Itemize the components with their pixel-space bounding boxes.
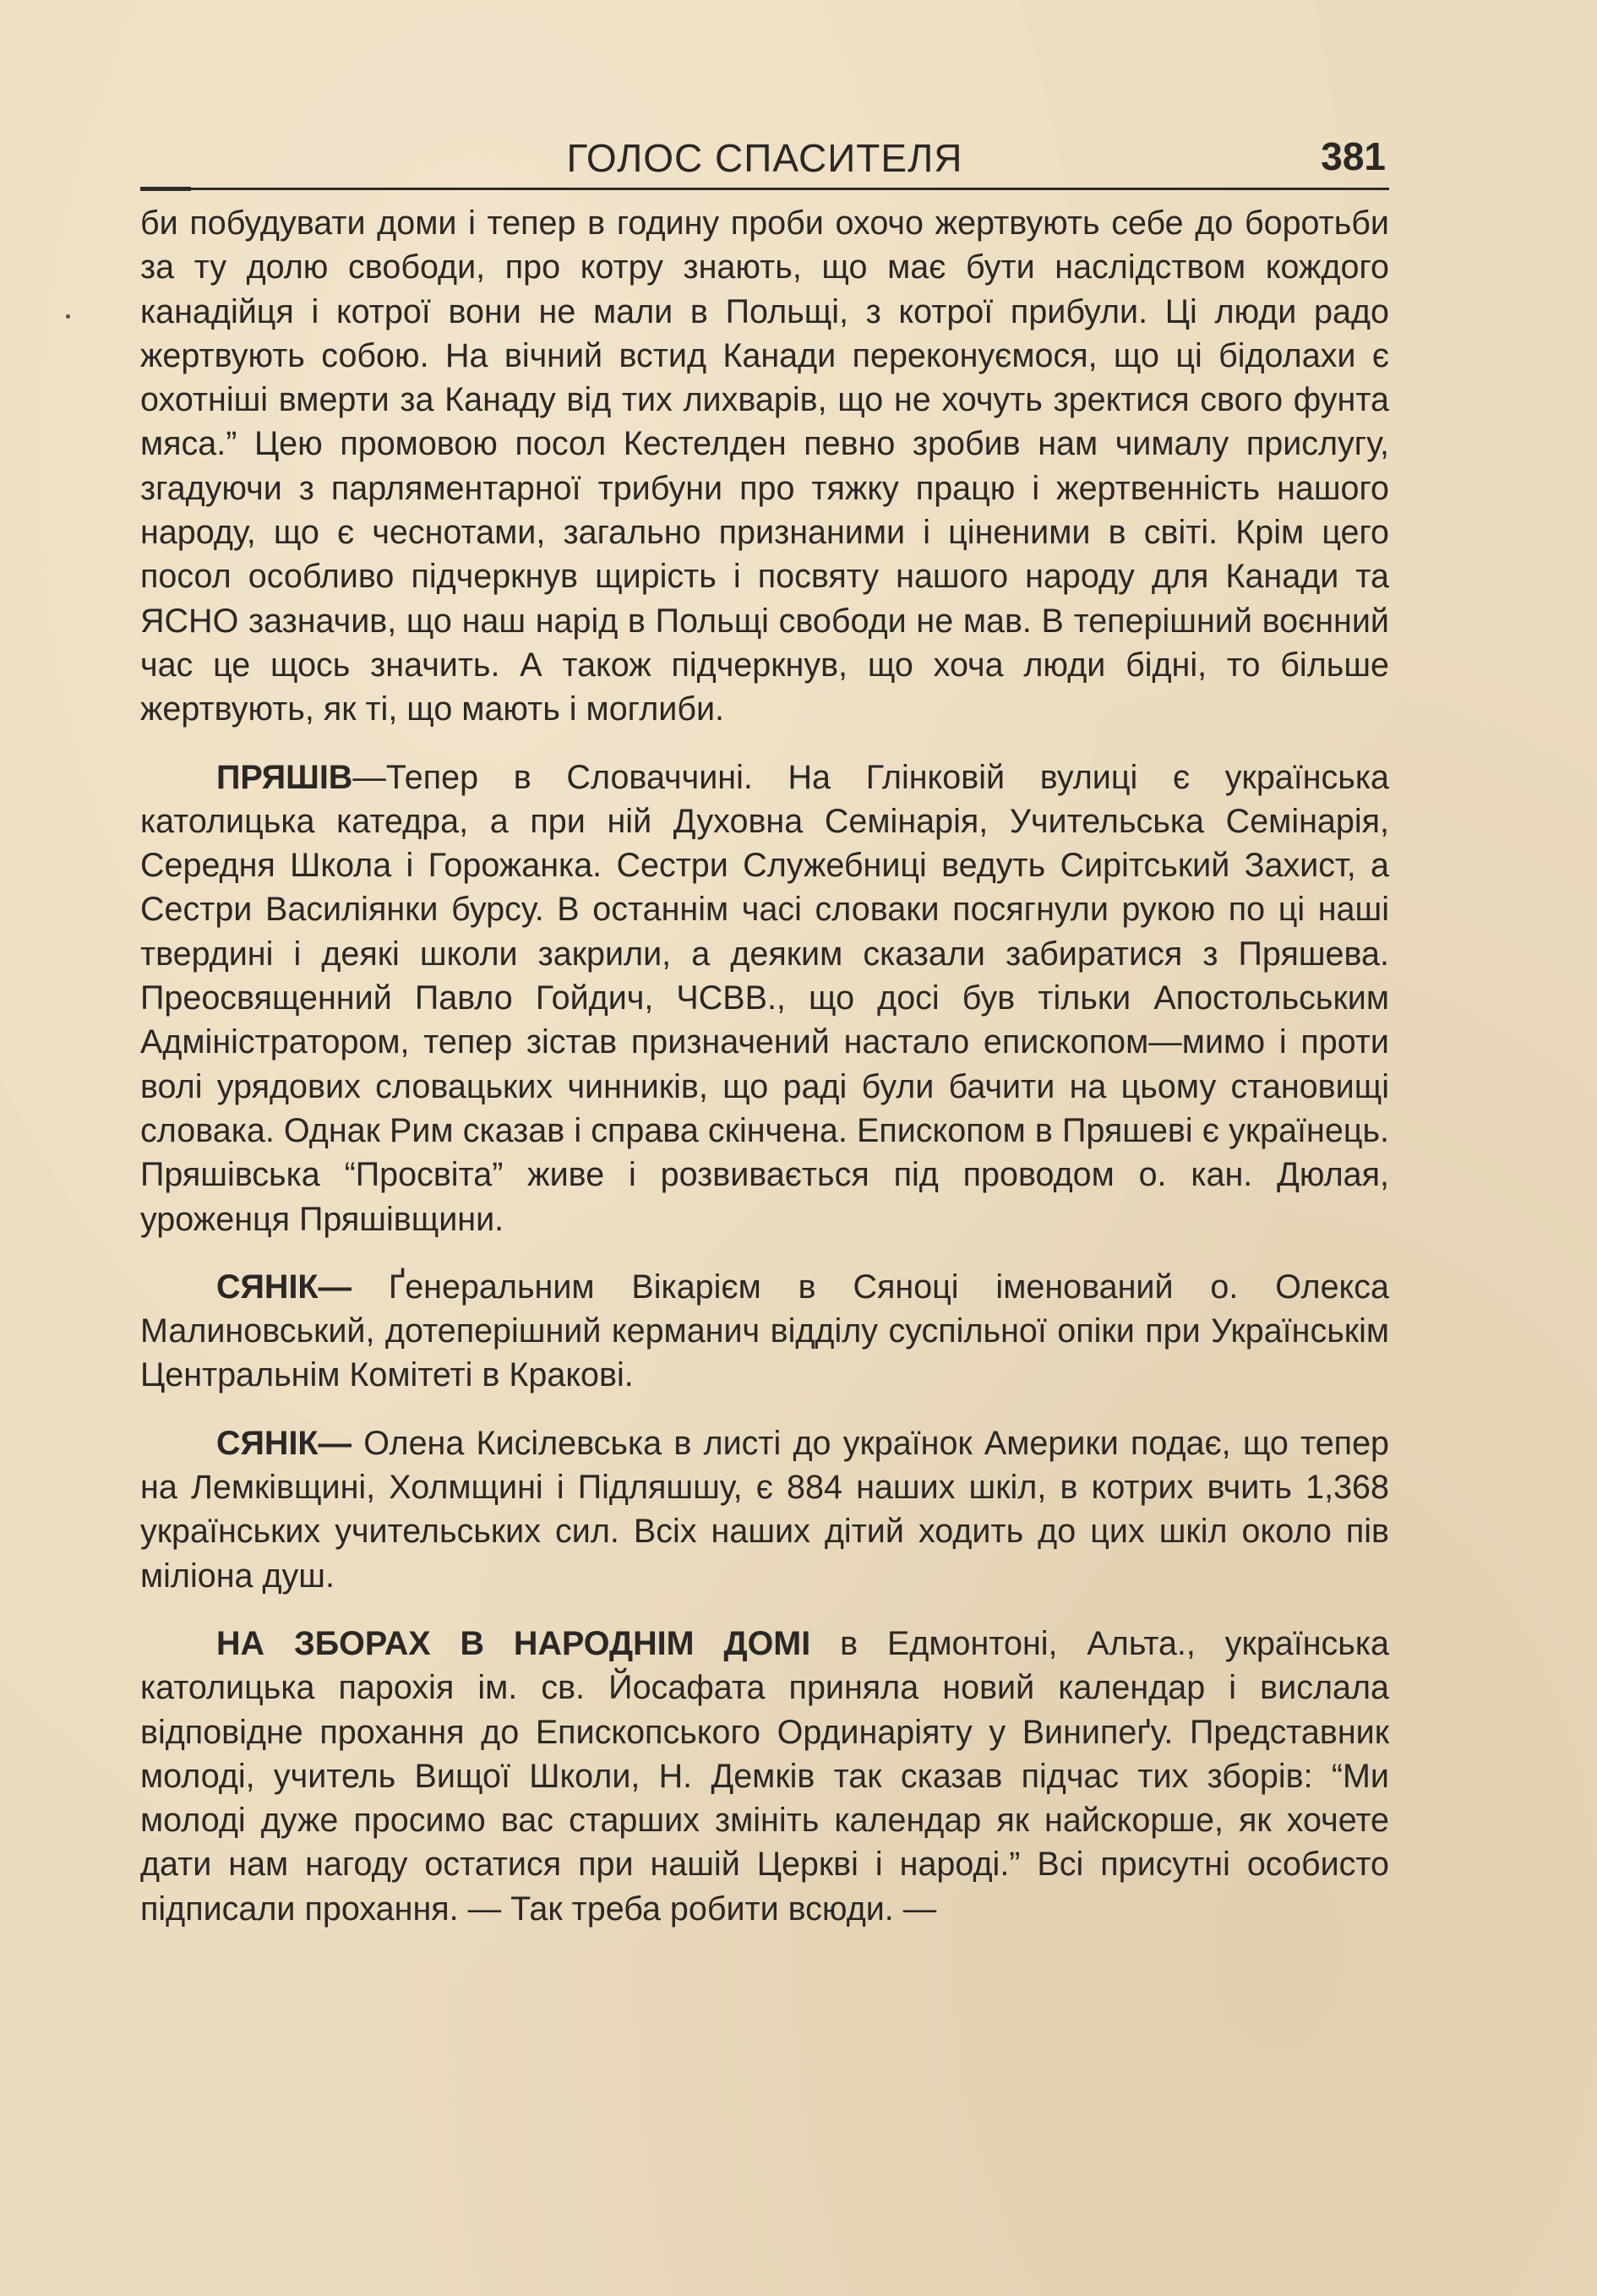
page-number: 381 <box>1321 134 1386 178</box>
paragraph-pryashiv <box>140 755 1389 1241</box>
header-rule <box>140 188 1389 190</box>
paragraph-lead: ПРЯШІВ <box>216 758 353 796</box>
paper-speck <box>66 314 70 319</box>
paragraph-syanik-1 <box>140 1265 1389 1398</box>
paragraph-narodnii-dim <box>140 1622 1389 1931</box>
paragraph-lead: СЯНІК— <box>216 1268 352 1306</box>
paragraph-text: Олена Кисілевська в листі до українок Америки подає, що тепер на Лемківщині, Холмщині і Підляшшу, є 884 наших шкіл, в котрих вчить 1,368 українських учительських сил. Всіх наших дітий ходить до цих шкіл около пів міліона душ. <box>140 1424 1389 1595</box>
paragraph-lead: СЯНІК— <box>216 1424 352 1462</box>
running-title: ГОЛОС СПАСИТЕЛЯ <box>566 136 963 180</box>
paragraph-text: би побудувати доми і тепер в годину проби охочо жертвують себе до боротьби за ту долю свободи, про котру знають, що має бути наслідством кождого канадійця і котрої вони не мали в Польщі, з котрої прибули. Ці люди радо жертвують собою. На вічний встид Канади переконуємося, що ці бідолахи є охотніші вмерти за Канаду від тих лихварів, що не хочуть зректися свого фунта мяса.” Цею промовою посол Кестелден певно зробив нам чималу прислугу, згадуючи з парляментарної трибуни про тяжку працю і жертвенність нашого народу, що є чеснотами, загально признаними і ціненими в світі. Крім цего посол особливо підчеркнув щирість і посвяту нашого народу для Канади та ЯСНО зазначив, що наш нарід в Польщі свободи не мав. В теперішний воєнний час це щось значить. А також підчеркнув, що хоча люди бідні, то більше жертвують, як ті, що мають і моглиби. <box>140 205 1389 728</box>
paragraph-text: —Тепер в Словаччині. На Глінковій вулиці є українська католицька катедра, а при ній Духовна Семінарія, Учительська Семінарія, Середня Школа і Горожанка. Сестри Служебниці ведуть Сирітський Захист, а Сестри Василіянки бурсу. В останнім часі словаки посягнули рукою по ці наші твердині і деякі школи закрили, а деяким сказали забиратися з Пряшева. Преосвященний Павло Гойдич, ЧСВВ., що досі був тільки Апостольським Адміністратором, тепер зістав призначений настало епископом—мимо і проти волі урядових словацьких чинників, що раді були бачити на цьому становищі словака. Однак Рим сказав і справа скінчена. Епископом в Пряшеві є українець. Пряшівська “Просвіта” живе і розвивається під проводом о. кан. Дюлая, уроженця Пряшівщини. <box>140 758 1389 1238</box>
article-body <box>140 201 1389 1931</box>
paragraph-text: Ґенеральним Вікарієм в Сяноці іменований о. Олекса Малиновський, дотеперішний керманич відділу суспільної опіки при Українськім Центральнім Комітеті в Кракові. <box>140 1268 1389 1394</box>
paragraph-continued <box>140 201 1389 732</box>
paragraph-syanik-2 <box>140 1421 1389 1598</box>
paragraph-text: в Едмонтоні, Альта., українська католицька парохія ім. св. Йосафата приняла новий календар і вислала відповідне прохання до Епископського Ординаріяту у Винипеґу. Представник молоді, учитель Вищої Школи, Н. Демків так сказав підчас тих зборів: “Ми молоді дуже просимо вас старших змініть календар як найскорше, як хочете дати нам нагоду остатися при нашій Церкві і народі.” Всі присутні особисто підписали прохання. — Так треба робити всюди. — <box>140 1624 1389 1928</box>
paragraph-lead: НА ЗБОРАХ В НАРОДНІМ ДОМІ <box>216 1624 811 1662</box>
page-header <box>140 127 1389 186</box>
